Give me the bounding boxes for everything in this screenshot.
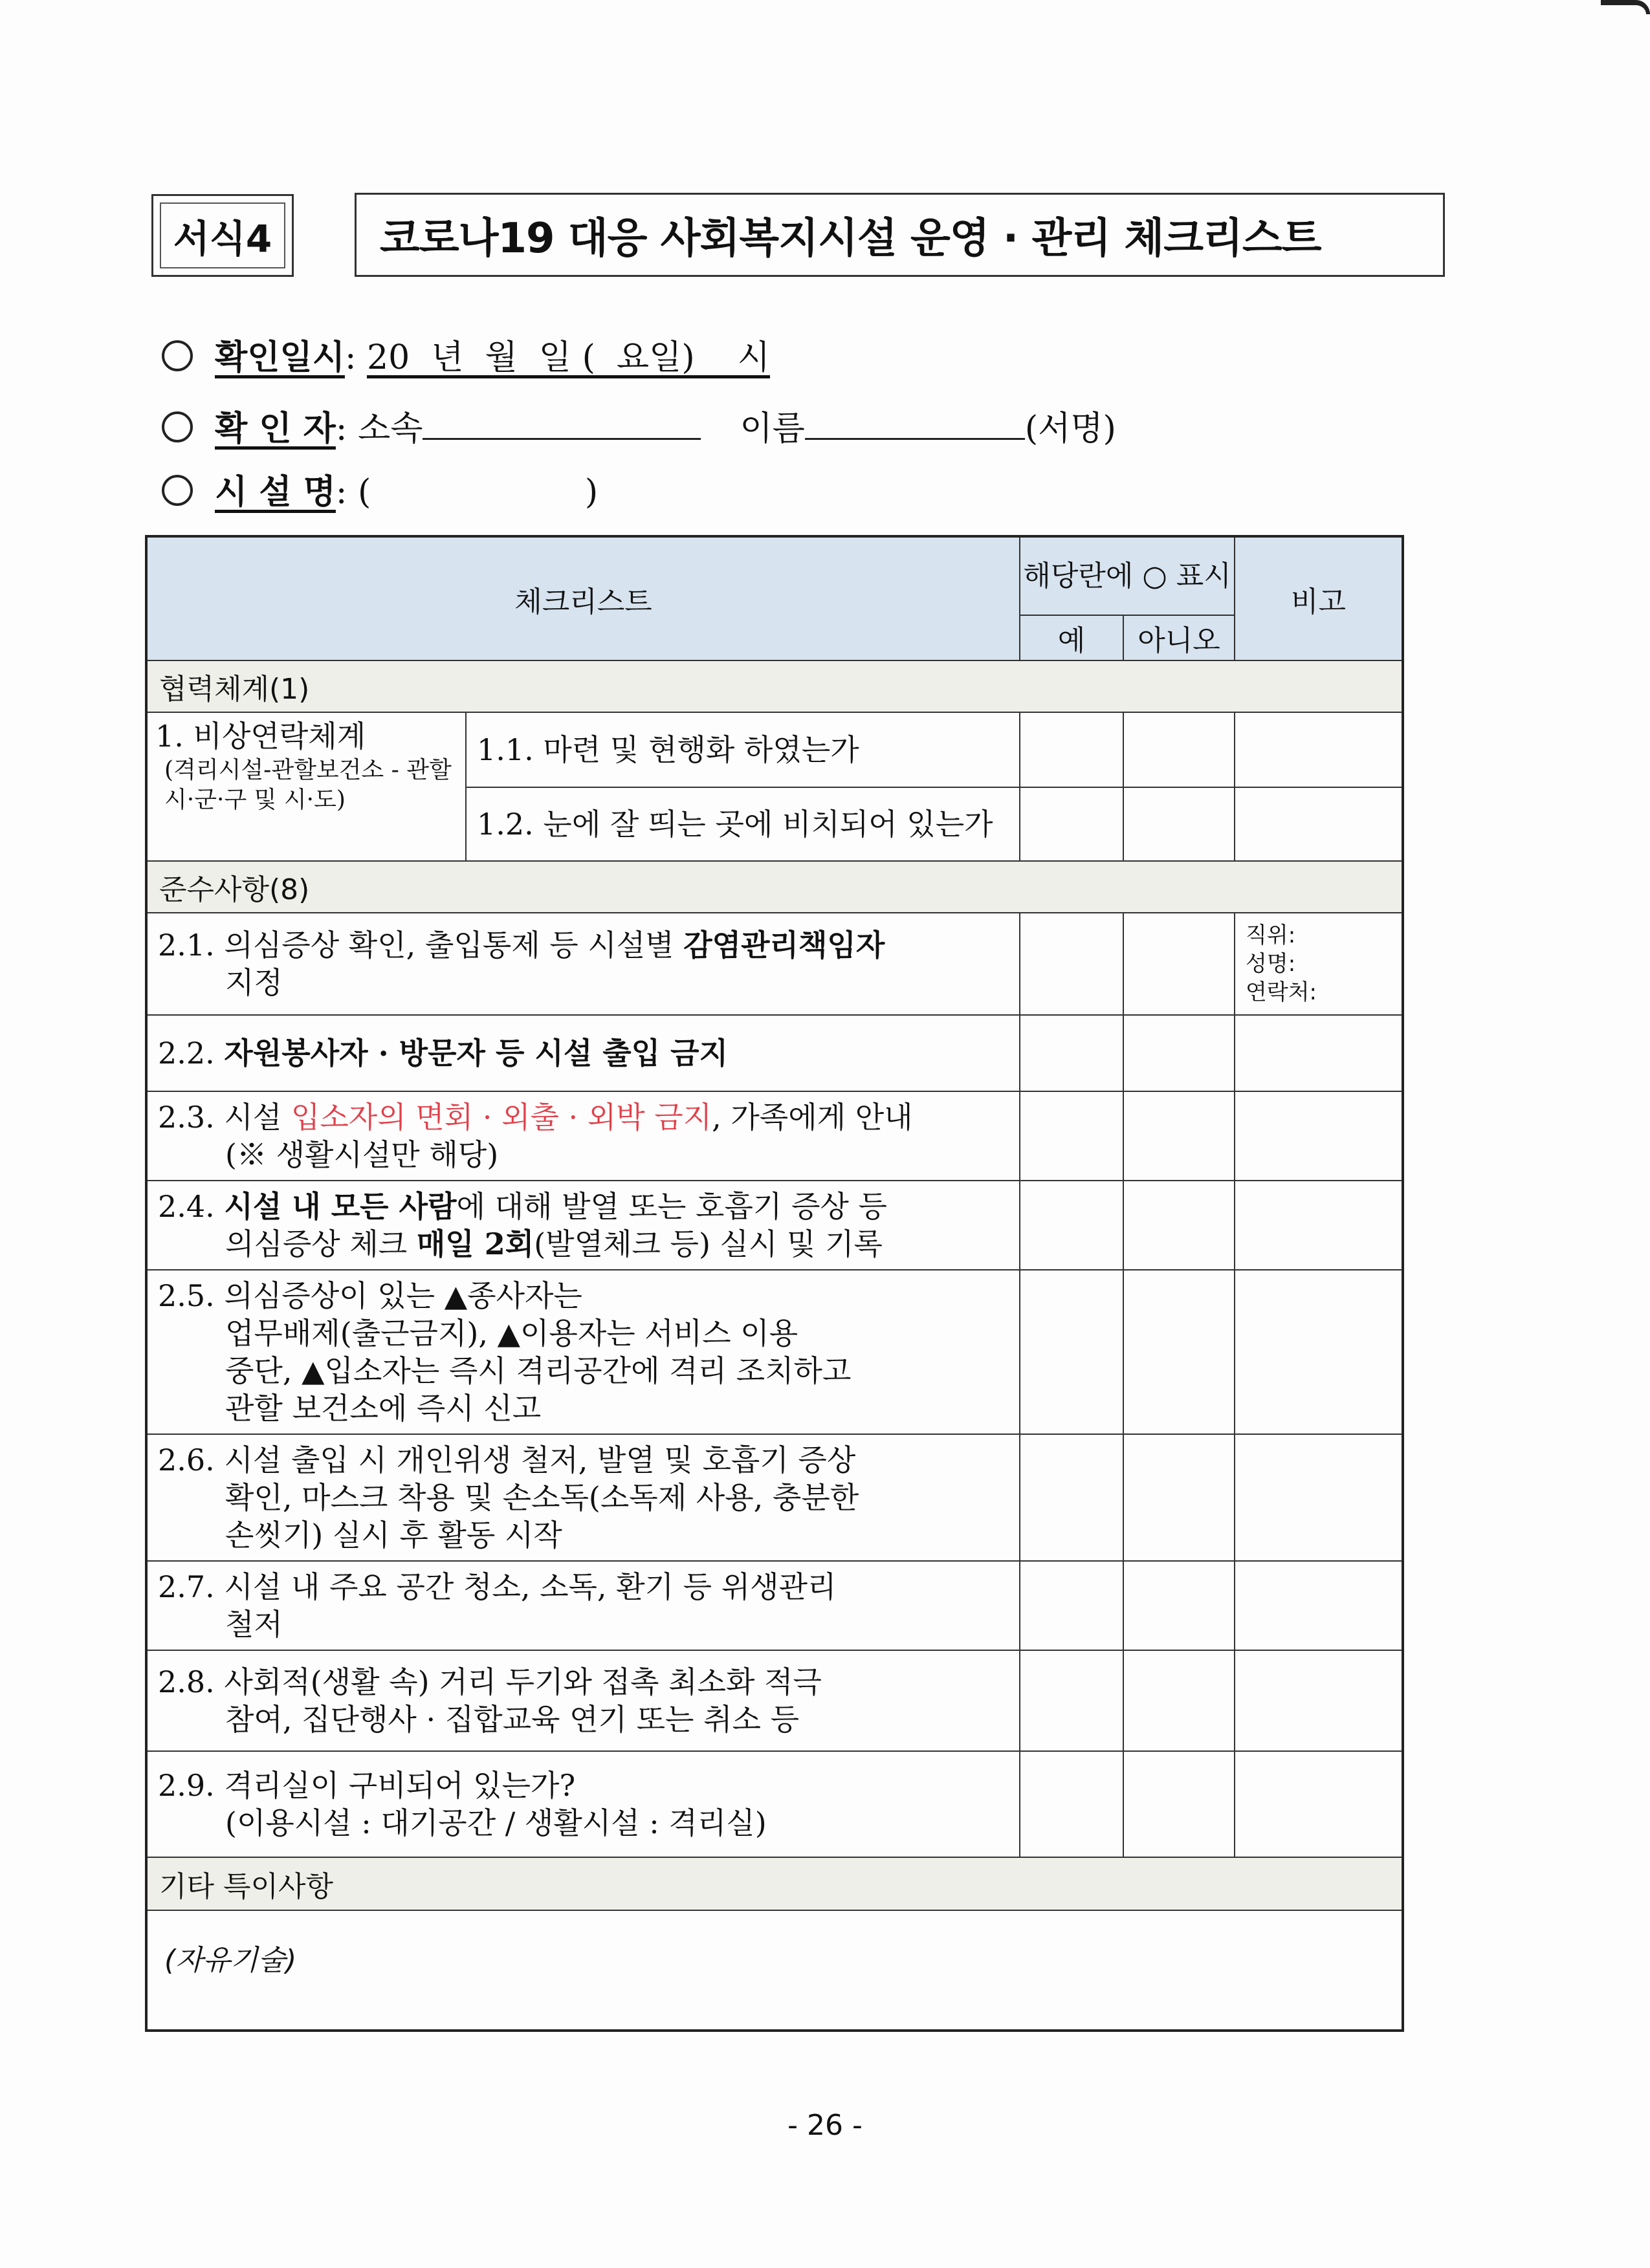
yes-cell-2-3[interactable] xyxy=(1020,1091,1123,1181)
remark-cell-1-1[interactable] xyxy=(1235,712,1403,787)
item-1-1: 1.1. 마련 및 현행화 하였는가 xyxy=(466,712,1020,787)
item-1-2: 1.2. 눈에 잘 띄는 곳에 비치되어 있는가 xyxy=(466,787,1020,861)
yes-cell-2-8[interactable] xyxy=(1020,1650,1123,1751)
item-2-2: 2.2. 자원봉사자 · 방문자 등 시설 출입 금지 xyxy=(146,1015,1020,1091)
info-facility-line: 시 설 명 : ( ) xyxy=(162,464,598,513)
no-cell-2-2[interactable] xyxy=(1123,1015,1235,1091)
no-cell-2-6[interactable] xyxy=(1123,1434,1235,1561)
remark-cell-2-4[interactable] xyxy=(1235,1181,1403,1270)
section-title-cooperation: 협력체계(1) xyxy=(146,660,1403,712)
remark-cell-2-2[interactable] xyxy=(1235,1015,1403,1091)
item-2-9: 2.9. 격리실이 구비되어 있는가? (이용시설 : 대기공간 / 생활시설 : 격리실) xyxy=(146,1751,1020,1857)
date-label: 확인일시 xyxy=(215,338,345,377)
remark-cell-2-7[interactable] xyxy=(1235,1561,1403,1650)
no-cell-2-7[interactable] xyxy=(1123,1561,1235,1650)
no-cell-1-1[interactable] xyxy=(1123,712,1235,787)
yes-cell-2-5[interactable] xyxy=(1020,1270,1123,1434)
item-2-6: 2.6. 시설 출입 시 개인위생 철저, 발열 및 호흡기 증상 확인, 마스크 착용 및 손소독(소독제 사용, 충분한 손씻기) 실시 후 활동 시작 xyxy=(146,1434,1020,1561)
yes-cell-1-2[interactable] xyxy=(1020,787,1123,861)
item-2-1: 2.1. 의심증상 확인, 출입통제 등 시설별 감염관리책임자 지정 xyxy=(146,913,1020,1015)
item-2-7: 2.7. 시설 내 주요 공간 청소, 소독, 환기 등 위생관리 철저 xyxy=(146,1561,1020,1650)
form-number-tag xyxy=(151,194,294,277)
group-emergency-contact xyxy=(146,712,466,861)
no-cell-1-2[interactable] xyxy=(1123,787,1235,861)
yes-cell-2-7[interactable] xyxy=(1020,1561,1123,1650)
yes-cell-2-6[interactable] xyxy=(1020,1434,1123,1561)
yes-cell-2-9[interactable] xyxy=(1020,1751,1123,1857)
section-title-compliance: 준수사항(8) xyxy=(146,861,1403,913)
item-2-8: 2.8. 사회적(생활 속) 거리 두기와 접촉 최소화 적극 참여, 집단행사 · 집합교육 연기 또는 취소 등 xyxy=(146,1650,1020,1751)
yes-cell-2-2[interactable] xyxy=(1020,1015,1123,1091)
no-cell-2-8[interactable] xyxy=(1123,1650,1235,1751)
checklist-header: 체크리스트 xyxy=(146,536,1020,660)
remark-cell-2-1[interactable]: 직위: 성명: 연락처: xyxy=(1235,913,1403,1015)
no-cell-2-5[interactable] xyxy=(1123,1270,1235,1434)
name-label: 이름 xyxy=(740,409,805,448)
remark-cell-1-2[interactable] xyxy=(1235,787,1403,861)
yes-header: 예 xyxy=(1020,615,1123,660)
remark-cell-2-6[interactable] xyxy=(1235,1434,1403,1561)
no-cell-2-9[interactable] xyxy=(1123,1751,1235,1857)
group-label: 1. 비상연락체계 xyxy=(155,719,366,754)
no-cell-2-4[interactable] xyxy=(1123,1181,1235,1270)
mark-header: 해당란에 ○ 표시 xyxy=(1020,536,1235,615)
checklist-table xyxy=(145,535,1404,2032)
item-2-4: 2.4. 시설 내 모든 사람에 대해 발열 또는 호흡기 증상 등 의심증상 체크 매일 2회(발열체크 등) 실시 및 기록 xyxy=(146,1181,1020,1270)
free-text-area[interactable]: (자유기술) xyxy=(146,1910,1403,2031)
facility-field[interactable]: ( ) xyxy=(357,473,599,512)
signature-label: (서명) xyxy=(1024,409,1116,448)
item-2-3: 2.3. 시설 입소자의 면회 · 외출 · 외박 금지, 가족에게 안내 (※ 생활시설만 해당) xyxy=(146,1091,1020,1181)
no-cell-2-3[interactable] xyxy=(1123,1091,1235,1181)
remark-cell-2-9[interactable] xyxy=(1235,1751,1403,1857)
yes-cell-2-1[interactable] xyxy=(1020,913,1123,1015)
page-corner-mark xyxy=(1601,0,1650,14)
section-title-other: 기타 특이사항 xyxy=(146,1857,1403,1910)
info-date-line: 확인일시 : 20 년 월 일 ( 요일) 시 xyxy=(162,330,770,378)
facility-label: 시 설 명 xyxy=(215,472,336,512)
remark-cell-2-3[interactable] xyxy=(1235,1091,1403,1181)
remark-cell-2-8[interactable] xyxy=(1235,1650,1403,1751)
no-header: 아니오 xyxy=(1123,615,1235,660)
remarks-header: 비고 xyxy=(1235,536,1403,660)
form-number-text: 서식4 xyxy=(173,217,272,261)
circle-bullet-icon xyxy=(162,340,193,371)
checker-label: 확 인 자 xyxy=(215,409,336,448)
page-number: - 26 - xyxy=(787,2109,863,2142)
circle-bullet-icon xyxy=(162,411,193,442)
yes-cell-1-1[interactable] xyxy=(1020,712,1123,787)
document-title-box xyxy=(355,193,1445,277)
document-title: 코로나19 대응 사회복지시설 운영 · 관리 체크리스트 xyxy=(380,215,1321,263)
item-2-5: 2.5. 의심증상이 있는 ▲종사자는 업무배제(출근금지), ▲이용자는 서비스 이용 중단, ▲입소자는 즉시 격리공간에 격리 조치하고 관할 보건소에 즉시 신고 xyxy=(146,1270,1020,1434)
affiliation-field[interactable] xyxy=(423,437,701,440)
remark-cell-2-5[interactable] xyxy=(1235,1270,1403,1434)
info-checker-line: 확 인 자 : 소속 이름 (서명) xyxy=(162,401,1116,450)
group-sub: (격리시설-관할보건소 - 관할 시·군·구 및 시·도) xyxy=(164,757,452,813)
circle-bullet-icon xyxy=(162,475,193,506)
name-field[interactable] xyxy=(805,437,1025,440)
affiliation-label: 소속 xyxy=(357,409,423,448)
no-cell-2-1[interactable] xyxy=(1123,913,1235,1015)
date-value: 20 년 월 일 ( 요일) 시 xyxy=(367,338,771,377)
yes-cell-2-4[interactable] xyxy=(1020,1181,1123,1270)
